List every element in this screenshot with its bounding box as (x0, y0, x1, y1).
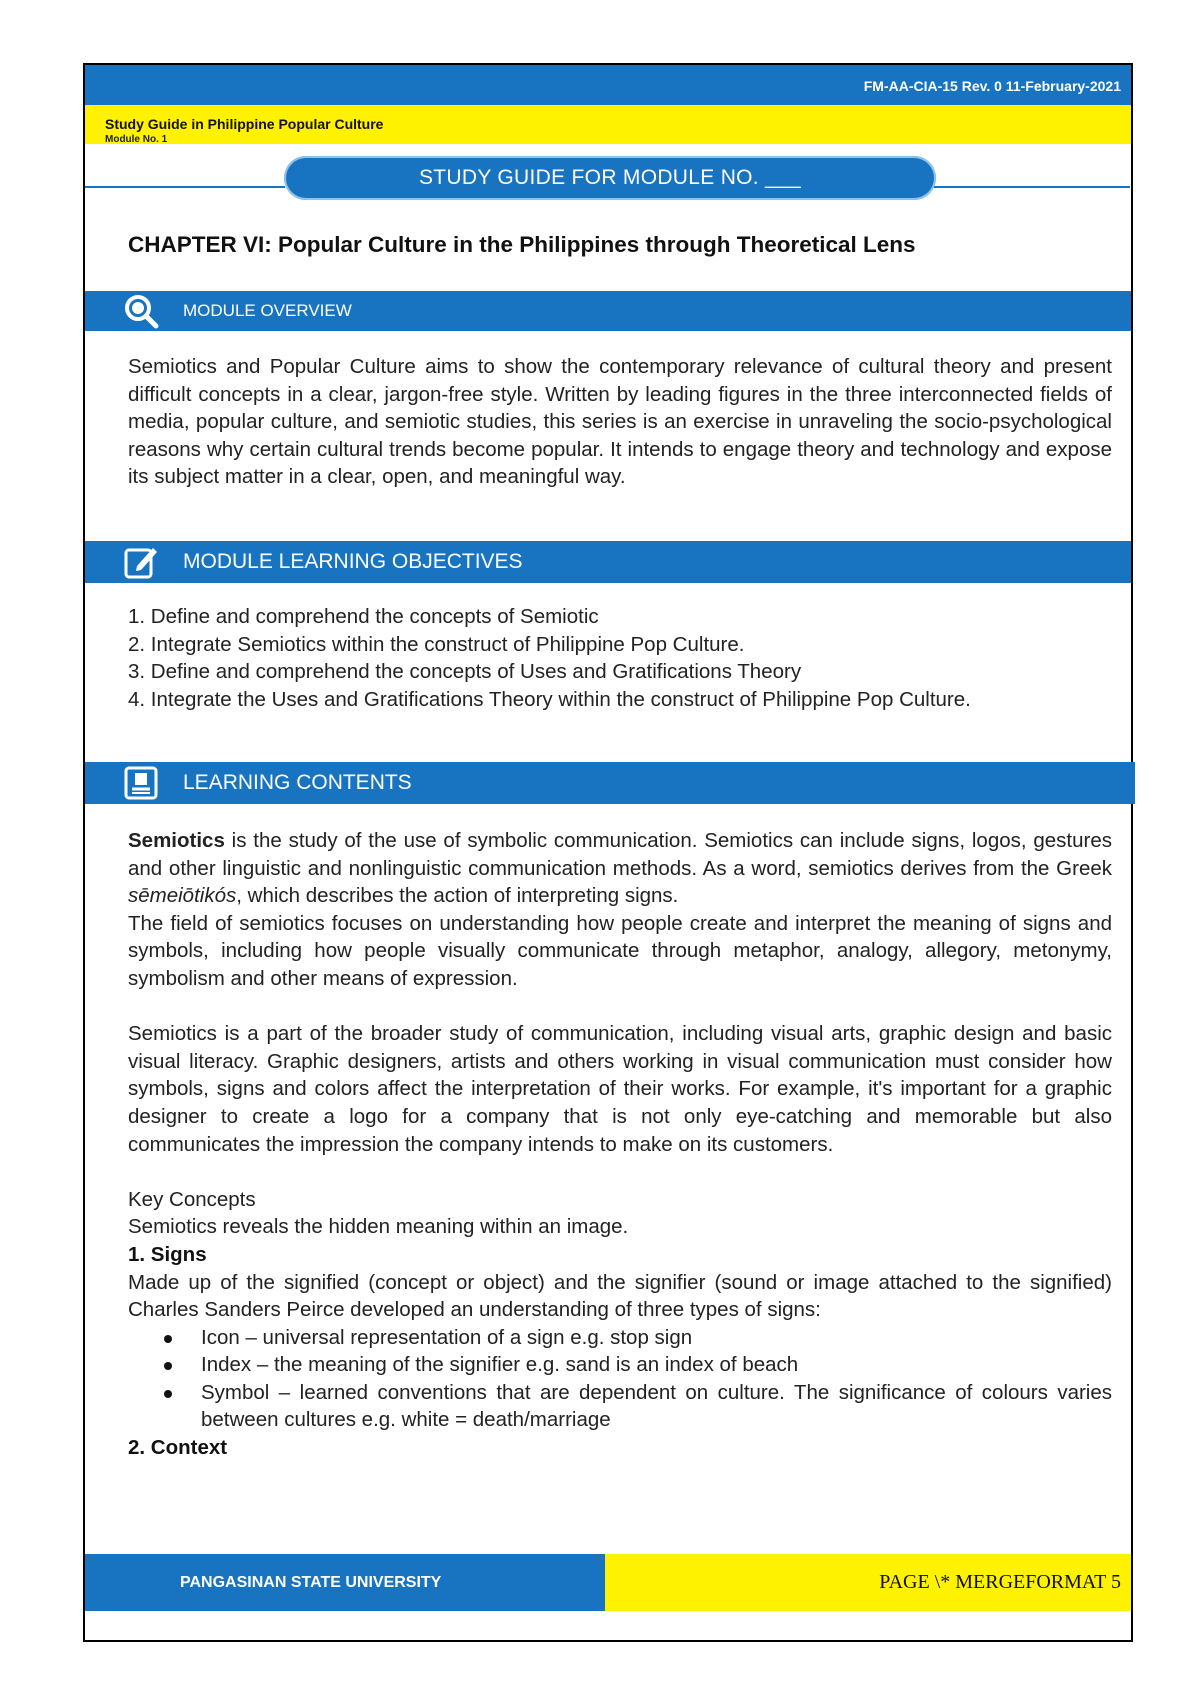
list-item-text: Symbol – learned conventions that are dependent on culture. The significance of colours varies between cultures e.g. white = death/marriage (201, 1380, 1112, 1432)
bullet-icon (164, 1335, 172, 1343)
objectives-list (128, 603, 1112, 713)
semiotics-field-paragraph: The field of semiotics focuses on understanding how people create and interpret the meaning of signs and symbols, including how people visually communicate through metaphor, analogy, allegory, metonymy, symbolism and other means of expression. (128, 911, 1112, 990)
footer-page-bar (605, 1554, 1131, 1611)
list-item-text: Index – the meaning of the signifier e.g. sand is an index of beach (201, 1353, 799, 1377)
signs-text: Made up of the signified (concept or object) and the signifier (sound or image attached to the signified) Charles Sanders Peirce developed an understanding of three types of signs: (128, 1270, 1112, 1322)
page-number: PAGE \* MERGEFORMAT 5 (879, 1571, 1121, 1593)
module-overview-text (128, 353, 1112, 491)
list-item (128, 1379, 1112, 1434)
paragraph-gap (128, 993, 1112, 1021)
objective-item: 3. Define and comprehend the concepts of Uses and Gratifications Theory (128, 660, 802, 684)
module-banner (284, 156, 936, 200)
module-overview-bar (85, 291, 1131, 331)
chapter-title: CHAPTER VI: Popular Culture in the Philippines through Theoretical Lens (128, 232, 916, 257)
footer-university-bar (85, 1554, 605, 1611)
key-concepts-intro: Semiotics reveals the hidden meaning within an image. (128, 1215, 629, 1239)
learning-objectives-bar (85, 541, 1131, 583)
semiotics-definition (128, 827, 1112, 910)
learning-contents-body (128, 827, 1112, 1462)
header-blue-bar (85, 65, 1131, 105)
objective-item: 4. Integrate the Uses and Gratifications Theory within the construct of Philippine Pop Culture. (128, 687, 971, 711)
overview-paragraph: Semiotics and Popular Culture aims to show the contemporary relevance of cultural theory and present difficult concepts in a clear, jargon-free style. Written by leading figures in the three interconnected fields of media, popular culture, and semiotic studies, this series is an exercise in unraveling the socio-psychological reasons why certain cultural trends become popular. It intends to engage theory and technology and expose its subject matter in a clear, open, and meaningful way. (128, 355, 1112, 489)
document-icon (123, 765, 159, 801)
magnifier-icon (123, 293, 159, 329)
definition-text: is the study of the use of symbolic communication. Semiotics can include signs, logos, gestures and other linguistic and nonlinguistic communication methods. As a word, semiotics derives from the Greek (128, 829, 1112, 880)
bullet-icon (164, 1362, 172, 1370)
banner-line-right (930, 186, 1130, 188)
edit-pencil-icon (123, 544, 159, 580)
form-code: FM-AA-CIA-15 Rev. 0 11-February-2021 (863, 78, 1121, 94)
banner-title: STUDY GUIDE FOR MODULE NO. ___ (418, 166, 802, 189)
partial-module-text: Module No. 1 (105, 134, 168, 142)
objective-item: 2. Integrate Semiotics within the construct of Philippine Pop Culture. (128, 632, 745, 656)
study-guide-title: Study Guide in Philippine Popular Culture (105, 116, 384, 132)
paragraph-gap (128, 1158, 1112, 1186)
context-heading: 2. Context (128, 1436, 228, 1460)
learning-contents-label: LEARNING CONTENTS (183, 771, 412, 794)
signs-list (128, 1324, 1112, 1434)
list-item (128, 1351, 1112, 1379)
module-overview-label: MODULE OVERVIEW (183, 301, 352, 320)
list-item (128, 1324, 1112, 1352)
banner-line-left (85, 186, 285, 188)
semiotics-term: Semiotics (128, 829, 225, 852)
greek-term: sēmeiōtikós (128, 884, 237, 908)
signs-heading: 1. Signs (128, 1242, 207, 1266)
learning-objectives-label: MODULE LEARNING OBJECTIVES (183, 550, 523, 573)
header-yellow-bar (85, 105, 1131, 144)
semiotics-communication-paragraph: Semiotics is a part of the broader study of communication, including visual arts, graphic design and basic visual literacy. Graphic designers, artists and others working in visual communication must consider how symbols, signs and colors affect the interpretation of their works. For example, it's important for a graphic designer to create a logo for a company that is not only eye-catching and memorable but also communicates the impression the company intends to make on its customers. (128, 1022, 1112, 1156)
bullet-icon (164, 1390, 172, 1398)
definition-text-end: , which describes the action of interpreting signs. (236, 884, 679, 908)
list-item-text: Icon – universal representation of a sign e.g. stop sign (201, 1325, 693, 1349)
learning-contents-bar (85, 762, 1135, 804)
key-concepts-heading: Key Concepts (128, 1187, 256, 1211)
university-name: PANGASINAN STATE UNIVERSITY (180, 1574, 442, 1591)
objective-item: 1. Define and comprehend the concepts of Semiotic (128, 605, 599, 628)
